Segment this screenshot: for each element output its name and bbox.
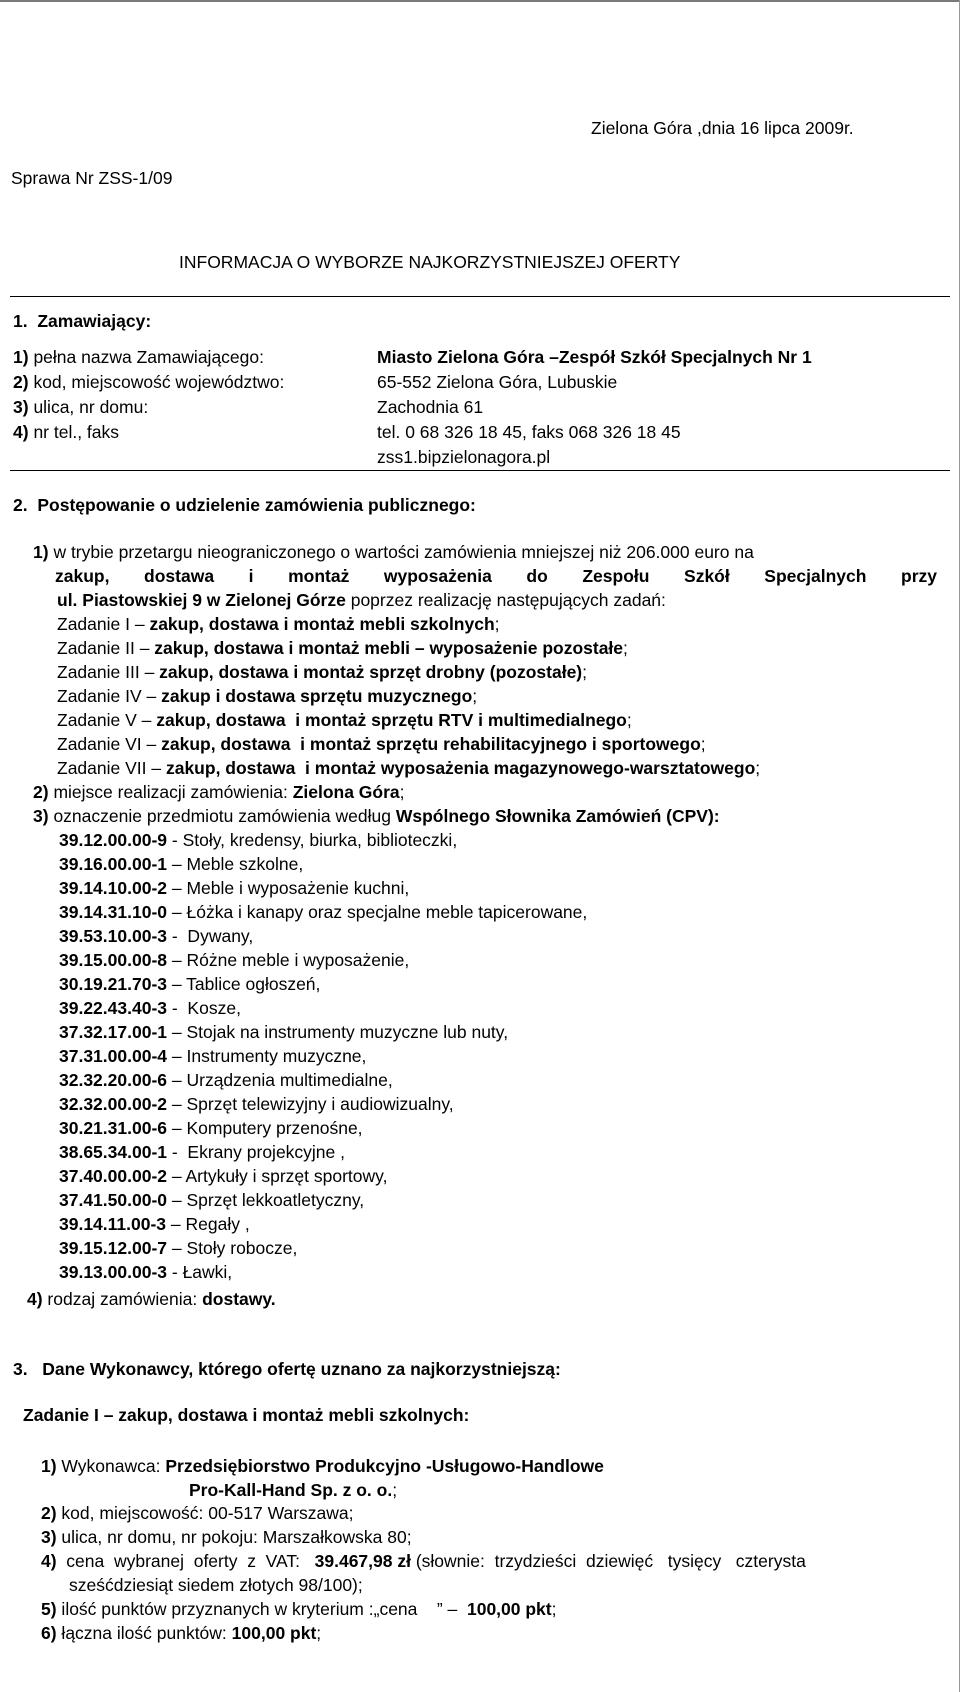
cpv-item: 38.65.34.00-1 - Ekrany projekcyjne , (59, 1142, 345, 1162)
s1-row-2-value: 65-552 Zielona Góra, Lubuskie (377, 372, 618, 392)
s1-row-4: 4) nr tel., faks (13, 422, 120, 442)
s3-r1: 1) Wykonawca: Przedsiębiorstwo Produkcyjno -Usługowo-Handlowe (41, 1456, 604, 1476)
task-line: Zadanie V – zakup, dostawa i montaż sprzętu RTV i multimedialnego; (57, 710, 632, 730)
s2-p1-line3: ul. Piastowskiej 9 w Zielonej Górze poprzez realizację następujących zadań: (57, 590, 666, 610)
cpv-item: 32.32.20.00-6 – Urządzenia multimedialne, (59, 1070, 393, 1090)
s2-p2: 2) miejsce realizacji zamówienia: Zielona Góra; (33, 782, 405, 802)
cpv-item: 30.19.21.70-3 – Tablice ogłoszeń, (59, 974, 321, 994)
s3-r1-line2: Pro-Kall-Hand Sp. z o. o.; (189, 1480, 398, 1500)
cpv-item: 32.32.00.00-2 – Sprzęt telewizyjny i audiowizualny, (59, 1094, 454, 1114)
cpv-item: 37.32.17.00-1 – Stojak na instrumenty muzyczne lub nuty, (59, 1022, 509, 1042)
task-line: Zadanie VII – zakup, dostawa i montaż wyposażenia magazynowego-warsztatowego; (57, 758, 761, 778)
s1-row-3: 3) ulica, nr domu: (13, 397, 149, 417)
task-line: Zadanie III – zakup, dostawa i montaż sprzęt drobny (pozostałe); (57, 662, 588, 682)
cpv-item: 39.15.00.00-8 – Różne meble i wyposażenie, (59, 950, 410, 970)
divider (10, 470, 950, 471)
cpv-item: 39.16.00.00-1 – Meble szkolne, (59, 854, 304, 874)
cpv-item: 39.15.12.00-7 – Stoły robocze, (59, 1238, 298, 1258)
s1-row-4-value: tel. 0 68 326 18 45, faks 068 326 18 45 (377, 422, 681, 442)
cpv-item: 30.21.31.00-6 – Komputery przenośne, (59, 1118, 363, 1138)
s3-r2: 2) kod, miejscowość: 00-517 Warszawa; (41, 1503, 354, 1523)
s3-r5: 5) ilość punktów przyznanych w kryterium :„cena ” – 100,00 pkt; (41, 1599, 557, 1619)
cpv-item: 37.31.00.00-4 – Instrumenty muzyczne, (59, 1046, 367, 1066)
s2-p4: 4) rodzaj zamówienia: dostawy. (27, 1289, 276, 1309)
section-2-heading: 2. Postępowanie o udzielenie zamówienia publicznego: (13, 495, 476, 515)
s2-p3: 3) oznaczenie przedmiotu zamówienia według Wspólnego Słownika Zamówień (CPV): (33, 806, 720, 826)
s3-r4-line2: sześćdziesiąt siedem złotych 98/100); (69, 1575, 363, 1595)
section-1-heading: 1. Zamawiający: (13, 311, 152, 331)
s1-row-1: 1) pełna nazwa Zamawiającego: (13, 347, 264, 367)
website: zss1.bipzielonagora.pl (377, 447, 551, 467)
s1-row-3-value: Zachodnia 61 (377, 397, 484, 417)
s3-task-heading: Zadanie I – zakup, dostawa i montaż mebli szkolnych: (23, 1405, 470, 1425)
s1-row-2: 2) kod, miejscowość województwo: (13, 372, 285, 392)
task-line: Zadanie IV – zakup i dostawa sprzętu muzycznego; (57, 686, 478, 706)
section-3-heading: 3. Dane Wykonawcy, którego ofertę uznano za najkorzystniejszą: (13, 1359, 561, 1379)
s2-p1-line2: zakup, dostawa i montaż wyposażenia do Zespołu Szkół Specjalnych przy (55, 566, 937, 586)
divider (10, 296, 950, 297)
cpv-item: 39.14.10.00-2 – Meble i wyposażenie kuchni, (59, 878, 410, 898)
task-line: Zadanie II – zakup, dostawa i montaż mebli – wyposażenie pozostałe; (57, 638, 628, 658)
document-title: INFORMACJA O WYBORZE NAJKORZYSTNIEJSZEJ OFERTY (179, 252, 681, 272)
s1-row-1-value: Miasto Zielona Góra –Zespół Szkół Specjalnych Nr 1 (377, 347, 812, 367)
case-number: Sprawa Nr ZSS-1/09 (11, 168, 173, 188)
cpv-item: 39.14.31.10-0 – Łóżka i kanapy oraz specjalne meble tapicerowane, (59, 902, 588, 922)
cpv-item: 39.13.00.00-3 - Ławki, (59, 1262, 233, 1282)
task-line: Zadanie VI – zakup, dostawa i montaż sprzętu rehabilitacyjnego i sportowego; (57, 734, 706, 754)
cpv-item: 39.14.11.00-3 – Regały , (59, 1214, 250, 1234)
s2-p1-line1: 1) w trybie przetargu nieograniczonego o wartości zamówienia mniejszej niż 206.000 euro na (33, 542, 754, 562)
top-border (0, 0, 960, 2)
task-line: Zadanie I – zakup, dostawa i montaż mebli szkolnych; (57, 614, 500, 634)
date-line: Zielona Góra ,dnia 16 lipca 2009r. (591, 118, 854, 138)
cpv-item: 39.22.43.40-3 - Kosze, (59, 998, 241, 1018)
s3-r6: 6) łączna ilość punktów: 100,00 pkt; (41, 1623, 322, 1643)
cpv-item: 39.12.00.00-9 - Stoły, kredensy, biurka, biblioteczki, (59, 830, 458, 850)
s3-r3: 3) ulica, nr domu, nr pokoju: Marszałkowska 80; (41, 1527, 412, 1547)
cpv-item: 37.40.00.00-2 – Artykuły i sprzęt sportowy, (59, 1166, 388, 1186)
cpv-item: 39.53.10.00-3 - Dywany, (59, 926, 254, 946)
s3-r4: 4) cena wybranej oferty z VAT: 39.467,98 zł (słownie: trzydzieści dziewięć tysięcy czterysta (41, 1551, 806, 1571)
cpv-item: 37.41.50.00-0 – Sprzęt lekkoatletyczny, (59, 1190, 365, 1210)
